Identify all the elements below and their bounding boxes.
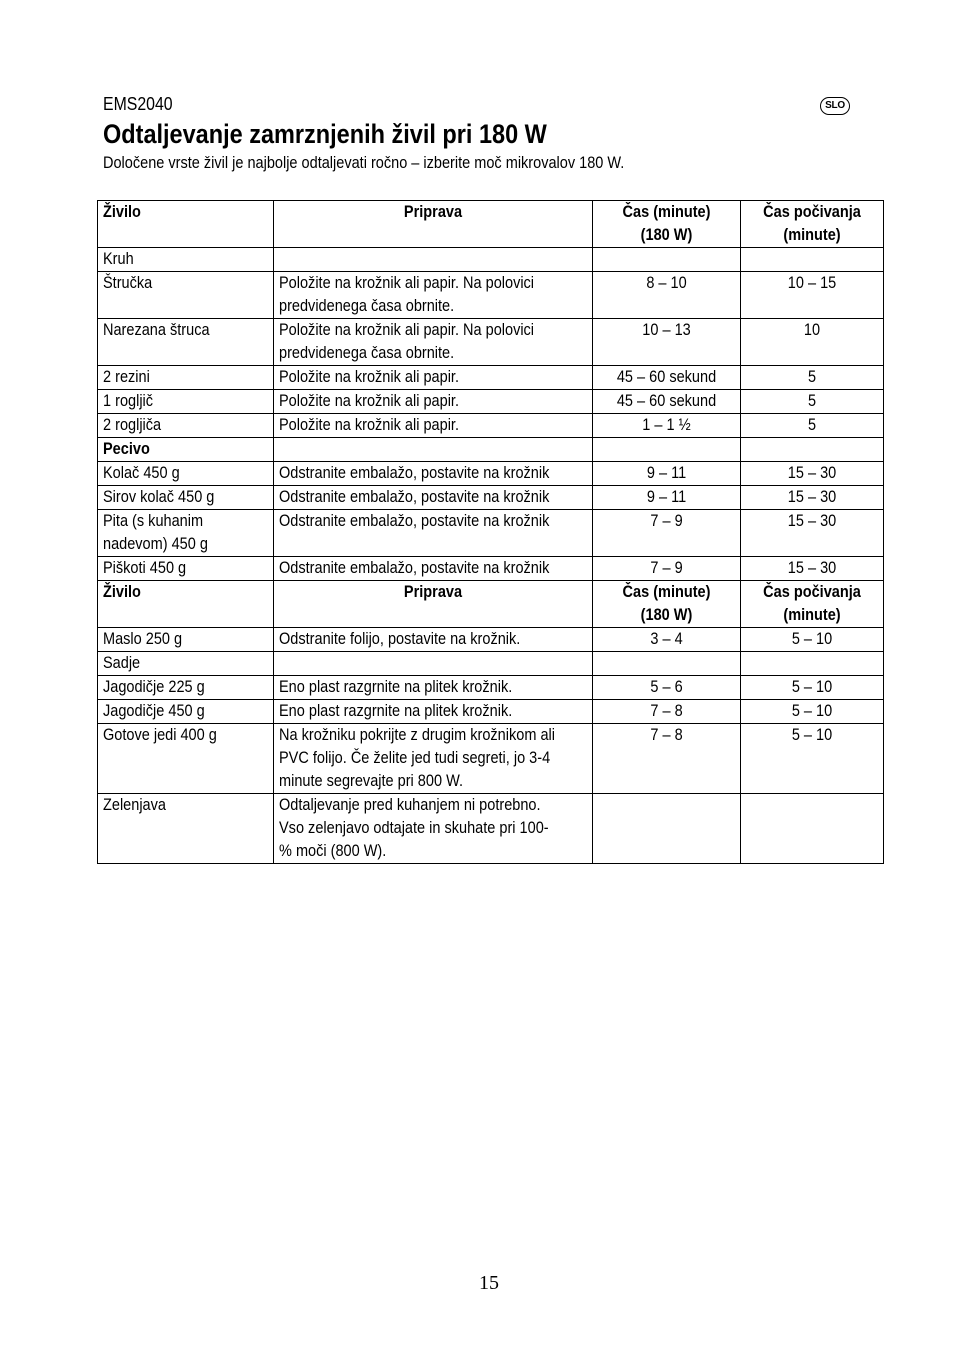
table-row — [98, 414, 884, 438]
cell-prep: Odstranite embalažo, postavite na krožnik — [274, 510, 593, 557]
header-prep: Priprava — [274, 581, 593, 628]
cell-prep: Položite na krožnik ali papir. — [274, 366, 593, 390]
cell-rest — [741, 438, 884, 462]
table-row — [98, 248, 884, 272]
cell-food: Gotove jedi 400 g — [98, 724, 274, 794]
cell-prep — [274, 438, 593, 462]
table-row — [98, 319, 884, 366]
cell-prep: Položite na krožnik ali papir. — [274, 390, 593, 414]
table-row — [98, 724, 884, 794]
header-rest: Čas počivanja (minute) — [741, 581, 884, 628]
cell-rest: 15 – 30 — [741, 510, 884, 557]
cell-time: 7 – 8 — [593, 724, 741, 794]
cell-rest: 5 — [741, 414, 884, 438]
cell-food-category: Pecivo — [98, 438, 274, 462]
header-rest: Čas počivanja (minute) — [741, 201, 884, 248]
cell-prep — [274, 248, 593, 272]
page-number: 15 — [479, 1272, 499, 1294]
cell-rest: 5 – 10 — [741, 628, 884, 652]
cell-rest: 10 — [741, 319, 884, 366]
cell-prep: Odtaljevanje pred kuhanjem ni potrebno. Vso zelenjavo odtajate in skuhate pri 100- % moči (800 W). — [274, 794, 593, 864]
table-row — [98, 652, 884, 676]
cell-food: Štručka — [98, 272, 274, 319]
page-title: Odtaljevanje zamrznjenih živil pri 180 W — [103, 119, 547, 149]
cell-food: Sadje — [98, 652, 274, 676]
cell-prep: Eno plast razgrnite na plitek krožnik. — [274, 676, 593, 700]
table-row — [98, 462, 884, 486]
table-header-row-repeat — [98, 581, 884, 628]
header-food: Živilo — [98, 581, 274, 628]
cell-rest: 5 – 10 — [741, 676, 884, 700]
cell-food: Piškoti 450 g — [98, 557, 274, 581]
cell-time: 7 – 9 — [593, 557, 741, 581]
cell-time — [593, 248, 741, 272]
cell-prep: Na krožniku pokrijte z drugim krožnikom ali PVC folijo. Če želite jed tudi segreti, jo 3-4 minute segrevajte pri 800 W. — [274, 724, 593, 794]
table-row — [98, 794, 884, 864]
cell-rest: 5 — [741, 366, 884, 390]
cell-time — [593, 794, 741, 864]
cell-time: 45 – 60 sekund — [593, 390, 741, 414]
cell-rest: 15 – 30 — [741, 462, 884, 486]
cell-prep: Odstranite embalažo, postavite na krožnik — [274, 557, 593, 581]
cell-time: 7 – 9 — [593, 510, 741, 557]
cell-food: 1 rogljič — [98, 390, 274, 414]
model-number: EMS2040 — [103, 94, 173, 114]
cell-rest — [741, 794, 884, 864]
cell-time: 10 – 13 — [593, 319, 741, 366]
header-food: Živilo — [98, 201, 274, 248]
table-row — [98, 510, 884, 557]
cell-time: 5 – 6 — [593, 676, 741, 700]
cell-rest — [741, 248, 884, 272]
defrost-table — [97, 200, 884, 864]
cell-food: Sirov kolač 450 g — [98, 486, 274, 510]
table-row — [98, 486, 884, 510]
cell-food: Jagodičje 225 g — [98, 676, 274, 700]
cell-rest: 15 – 30 — [741, 557, 884, 581]
cell-food: Zelenjava — [98, 794, 274, 864]
cell-time: 7 – 8 — [593, 700, 741, 724]
cell-prep: Odstranite folijo, postavite na krožnik. — [274, 628, 593, 652]
table-row — [98, 438, 884, 462]
cell-prep: Odstranite embalažo, postavite na krožnik — [274, 462, 593, 486]
table-row — [98, 390, 884, 414]
cell-time: 9 – 11 — [593, 462, 741, 486]
cell-food: Kolač 450 g — [98, 462, 274, 486]
language-badge: SLO — [820, 97, 850, 115]
cell-food: Narezana štruca — [98, 319, 274, 366]
cell-time: 45 – 60 sekund — [593, 366, 741, 390]
table-row — [98, 676, 884, 700]
cell-prep: Položite na krožnik ali papir. — [274, 414, 593, 438]
table-header-row — [98, 201, 884, 248]
cell-food: Pita (s kuhanim nadevom) 450 g — [98, 510, 274, 557]
cell-food: Kruh — [98, 248, 274, 272]
cell-prep: Odstranite embalažo, postavite na krožnik — [274, 486, 593, 510]
cell-prep — [274, 652, 593, 676]
cell-rest: 5 – 10 — [741, 700, 884, 724]
intro-text: Določene vrste živil je najbolje odtaljevati ročno – izberite moč mikrovalov 180 W. — [103, 154, 625, 172]
cell-food: Maslo 250 g — [98, 628, 274, 652]
cell-rest: 5 – 10 — [741, 724, 884, 794]
cell-time: 9 – 11 — [593, 486, 741, 510]
cell-rest: 10 – 15 — [741, 272, 884, 319]
cell-time: 3 – 4 — [593, 628, 741, 652]
cell-food: 2 rezini — [98, 366, 274, 390]
header-time: Čas (minute) (180 W) — [593, 201, 741, 248]
cell-prep: Položite na krožnik ali papir. Na polovici predvidenega časa obrnite. — [274, 272, 593, 319]
cell-time: 1 – 1 ½ — [593, 414, 741, 438]
table-row — [98, 557, 884, 581]
cell-rest: 15 – 30 — [741, 486, 884, 510]
table-row — [98, 628, 884, 652]
table-row — [98, 366, 884, 390]
cell-prep: Eno plast razgrnite na plitek krožnik. — [274, 700, 593, 724]
cell-rest — [741, 652, 884, 676]
cell-food: 2 rogljiča — [98, 414, 274, 438]
cell-time — [593, 438, 741, 462]
cell-food: Jagodičje 450 g — [98, 700, 274, 724]
table-row — [98, 700, 884, 724]
cell-time — [593, 652, 741, 676]
header-prep: Priprava — [274, 201, 593, 248]
cell-rest: 5 — [741, 390, 884, 414]
table-row — [98, 272, 884, 319]
cell-prep: Položite na krožnik ali papir. Na polovici predvidenega časa obrnite. — [274, 319, 593, 366]
cell-time: 8 – 10 — [593, 272, 741, 319]
header-time: Čas (minute) (180 W) — [593, 581, 741, 628]
